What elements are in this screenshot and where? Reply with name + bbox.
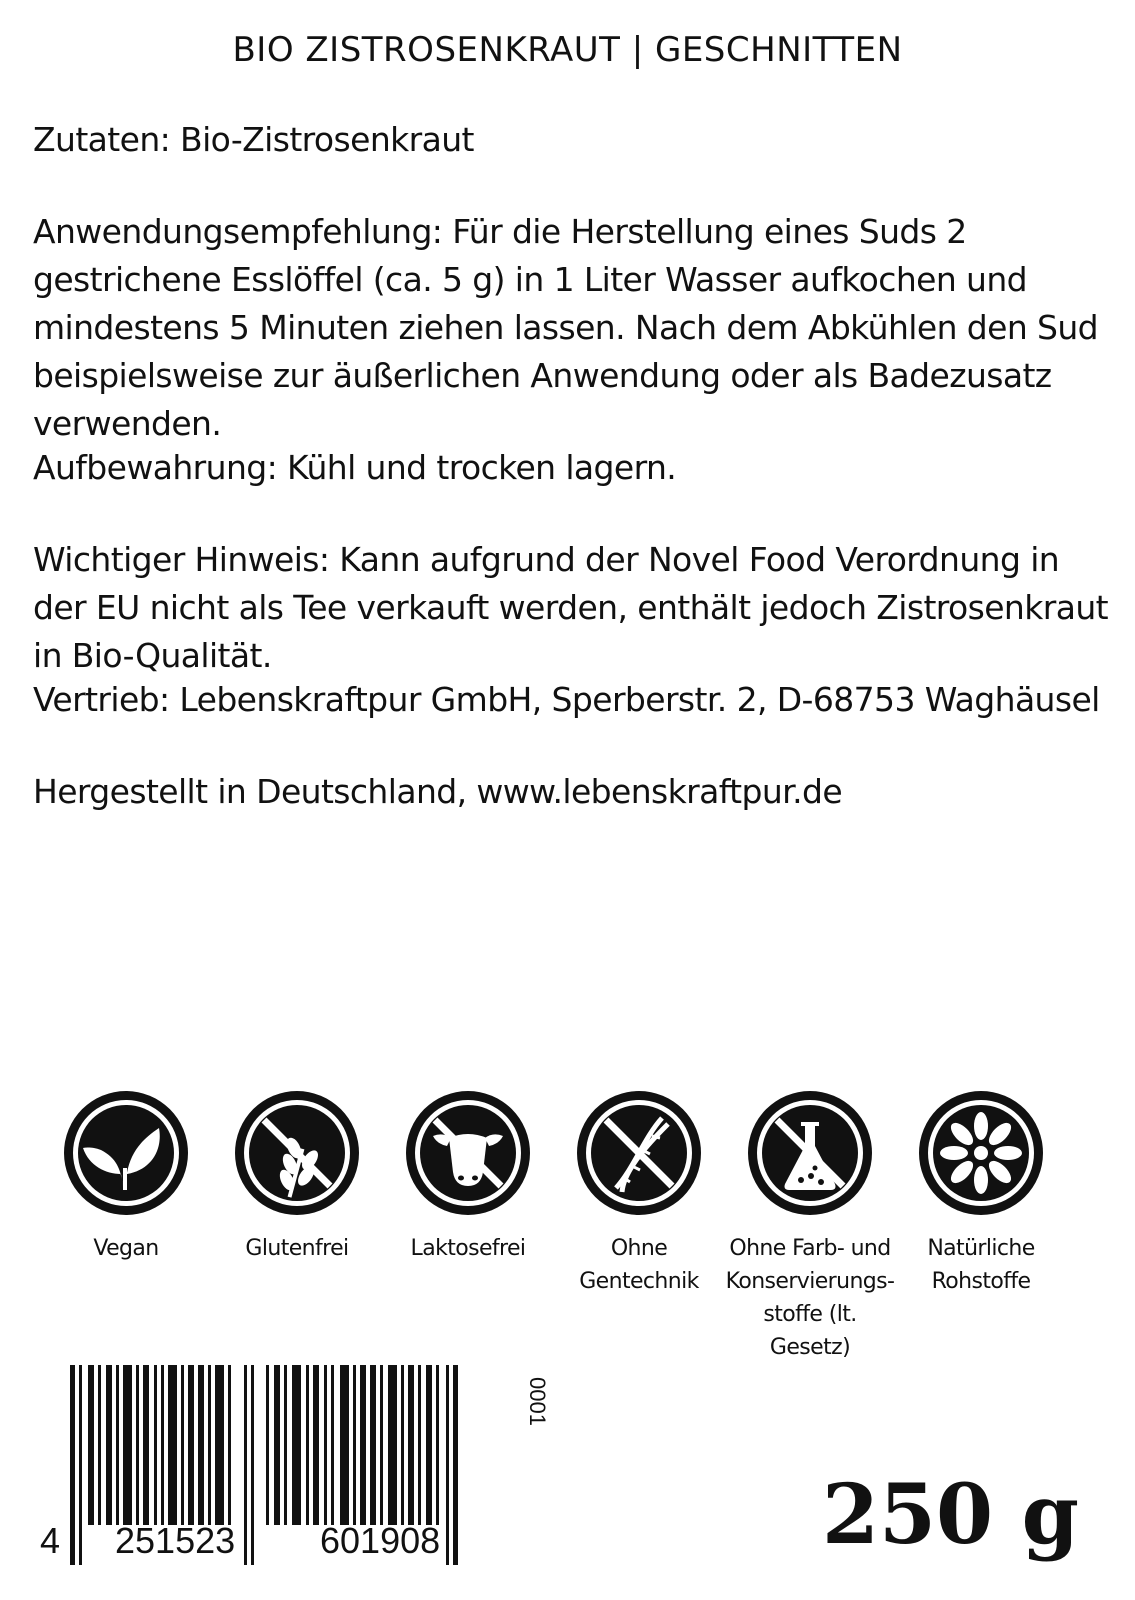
distribution-section bbox=[33, 676, 1113, 724]
no-gmo-dna-icon bbox=[574, 1088, 704, 1218]
usage-label: Anwendungsempfehlung: bbox=[33, 212, 443, 251]
ingredients-label: Zutaten: bbox=[33, 120, 171, 159]
usage-text: Für die Herstellung eines Suds 2 gestrichene Esslöffel (ca. 5 g) in 1 Liter Wasser aufkochen und mindestens 5 Minuten ziehen lassen. Nach dem Abkühlen den Sud beispielsweise zur äußerlichen Anwendung oder als Badezusatz verwenden. bbox=[33, 212, 1099, 443]
barcode-side-code-text: 0001 bbox=[525, 1377, 550, 1426]
badge-label-line3: stoffe (lt. Gesetz) bbox=[763, 1302, 857, 1360]
badge-vegan bbox=[41, 1088, 211, 1265]
badge-no-additives bbox=[725, 1088, 895, 1364]
badge-label-line1: Ohne bbox=[610, 1236, 668, 1261]
badge-label-line1: Ohne Farb- und bbox=[729, 1236, 891, 1261]
distribution-label: Vertrieb: bbox=[33, 680, 170, 719]
no-additives-flask-icon bbox=[745, 1088, 875, 1218]
badge-gluten-free bbox=[212, 1088, 382, 1265]
product-title: BIO ZISTROSENKRAUT | GESCHNITTEN bbox=[232, 30, 903, 70]
notice-label: Wichtiger Hinweis: bbox=[33, 540, 330, 579]
badge-label-line2: Gentechnik bbox=[579, 1269, 699, 1294]
badge-label-line1: Natürliche bbox=[927, 1236, 1035, 1261]
no-lactose-cow-icon bbox=[403, 1088, 533, 1218]
badge-label-line1: Vegan bbox=[93, 1236, 159, 1261]
storage-text: Kühl und trocken lagern. bbox=[277, 448, 677, 487]
storage-label: Aufbewahrung: bbox=[33, 448, 278, 487]
barcode-first-digit: 4 bbox=[40, 1520, 61, 1561]
usage-section bbox=[33, 208, 1113, 448]
badge-label-line2: Konservierungs- bbox=[725, 1269, 895, 1294]
net-weight: 250 g bbox=[821, 1467, 1079, 1563]
barcode-side-code bbox=[496, 1373, 550, 1443]
badge-label-line2: Rohstoffe bbox=[931, 1269, 1031, 1294]
flower-icon bbox=[916, 1088, 1046, 1218]
ingredients-section bbox=[33, 116, 1113, 164]
badge-row bbox=[60, 1088, 1100, 1360]
badge-natural bbox=[896, 1088, 1066, 1298]
badge-no-gmo bbox=[554, 1088, 724, 1298]
ingredients-text: Bio-Zistrosenkraut bbox=[170, 120, 474, 159]
notice-text: Kann aufgrund der Novel Food Verordnung in der EU nicht als Tee verkauft werden, enthält jedoch Zistrosenkraut in Bio-Qualität. bbox=[33, 540, 1109, 675]
no-gluten-icon bbox=[232, 1088, 362, 1218]
badge-label-line1: Glutenfrei bbox=[245, 1236, 349, 1261]
badge-lactose-free bbox=[383, 1088, 553, 1265]
made-in-line: Hergestellt in Deutschland, www.lebenskraftpur.de bbox=[33, 772, 843, 811]
notice-section bbox=[33, 536, 1113, 680]
barcode-left-group: 251523 bbox=[115, 1520, 236, 1561]
badge-label-line1: Laktosefrei bbox=[410, 1236, 526, 1261]
storage-section bbox=[33, 444, 1113, 492]
barcode-right-group: 601908 bbox=[320, 1520, 441, 1561]
distribution-text: Lebenskraftpur GmbH, Sperberstr. 2, D-68753 Waghäusel bbox=[169, 680, 1100, 719]
leaf-icon bbox=[61, 1088, 191, 1218]
